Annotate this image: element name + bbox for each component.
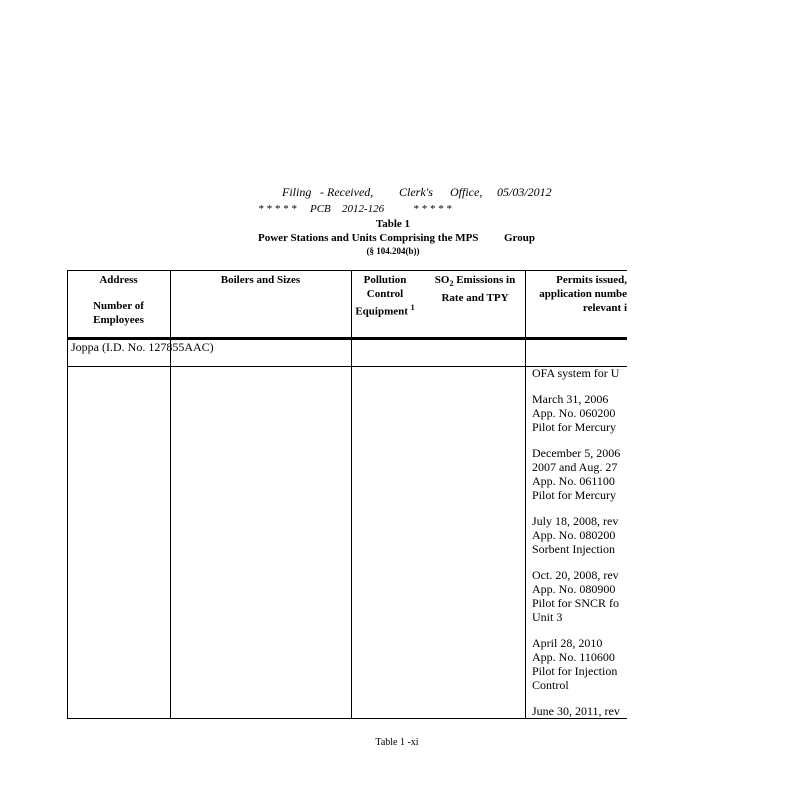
permit-line: App. No. 080200	[532, 528, 616, 542]
header-pollution-line1: Pollution	[363, 274, 407, 286]
table-title: Table 1	[375, 218, 411, 230]
stamp-filing: Filing	[282, 185, 312, 199]
header-so2-subscript: 2	[449, 279, 454, 289]
permit-line: App. No. 080900	[532, 582, 616, 596]
permit-entry	[532, 704, 627, 718]
permit-line: OFA system for U	[532, 366, 620, 380]
permit-line: App. No. 061100	[532, 474, 615, 488]
header-permits-line2: application numbe	[539, 288, 627, 300]
stamp-stars-left: * * * * *	[258, 203, 297, 215]
header-address-label: Address	[99, 274, 138, 286]
header-boilers: Boilers and Sizes	[220, 274, 301, 286]
permit-line: Sorbent Injection	[532, 542, 615, 556]
stamp-date: 05/03/2012	[497, 185, 552, 199]
permit-line: Pilot for Mercury	[532, 420, 616, 434]
header-employees-line1: Number of	[93, 300, 144, 312]
permit-line: Control	[532, 678, 569, 692]
stamp-docket: 2012-126	[342, 203, 385, 215]
header-so2-so: SO	[434, 274, 450, 286]
stamp-pcb: PCB	[310, 203, 331, 215]
permit-line: App. No. 060200	[532, 406, 616, 420]
permit-entry	[532, 446, 627, 502]
header-so2-line2: Rate and TPY	[441, 292, 509, 305]
permit-line: Pilot for Mercury	[532, 488, 616, 502]
stamp-received: - Received,	[320, 185, 374, 199]
header-address	[67, 273, 170, 327]
footnote-marker: 1	[410, 303, 415, 312]
header-employees-line2: Employees	[93, 314, 144, 326]
header-permits-line3: relevant i	[582, 302, 627, 314]
section-reference: (§ 104.204(b))	[366, 246, 420, 256]
stamp-office: Office,	[450, 185, 483, 199]
header-pollution-line2: Control	[366, 288, 404, 300]
page-footer: Table 1 -xi	[375, 737, 419, 748]
permit-line: Oct. 20, 2008, rev	[532, 568, 619, 582]
stamp-clerks: Clerk's	[399, 185, 433, 199]
table-subtitle	[258, 232, 535, 244]
station-row-joppa: Joppa (I.D. No. 127855AAC)	[71, 340, 214, 354]
permit-line: 2007 and Aug. 27	[532, 460, 618, 474]
header-so2-emissions-in: Emissions in	[453, 274, 516, 286]
permit-line: Unit 3	[532, 610, 563, 624]
permit-line: Pilot for SNCR fo	[532, 596, 620, 610]
permit-entry	[532, 636, 627, 692]
permit-entry	[532, 392, 627, 434]
permit-entry	[532, 568, 627, 624]
subtitle-group: Group	[504, 232, 535, 244]
permit-line: March 31, 2006	[532, 392, 609, 406]
header-so2-emissions	[425, 273, 525, 305]
permit-line: July 18, 2008, rev	[532, 514, 619, 528]
header-pollution-equipment: Equipment	[355, 305, 408, 318]
permit-line: App. No. 110600	[532, 650, 615, 664]
permit-line: April 28, 2010	[532, 636, 603, 650]
permit-entry	[532, 514, 627, 556]
header-pollution-line3	[353, 301, 417, 319]
permits-column	[532, 366, 627, 730]
header-pollution-control	[353, 273, 417, 319]
permit-line: December 5, 2006	[532, 446, 621, 460]
mps-table	[67, 270, 627, 719]
permit-line: June 30, 2011, rev	[532, 704, 620, 718]
permit-line: Pilot for Injection	[532, 664, 618, 678]
stamp-stars-right: * * * * *	[413, 203, 452, 215]
header-permits	[527, 273, 627, 315]
header-permits-line1: Permits issued,	[556, 274, 627, 286]
subtitle-text: Power Stations and Units Comprising the MPS	[258, 232, 479, 244]
table-border-top	[67, 270, 627, 271]
header-so2-line1	[425, 273, 525, 291]
permit-entry	[532, 366, 627, 380]
